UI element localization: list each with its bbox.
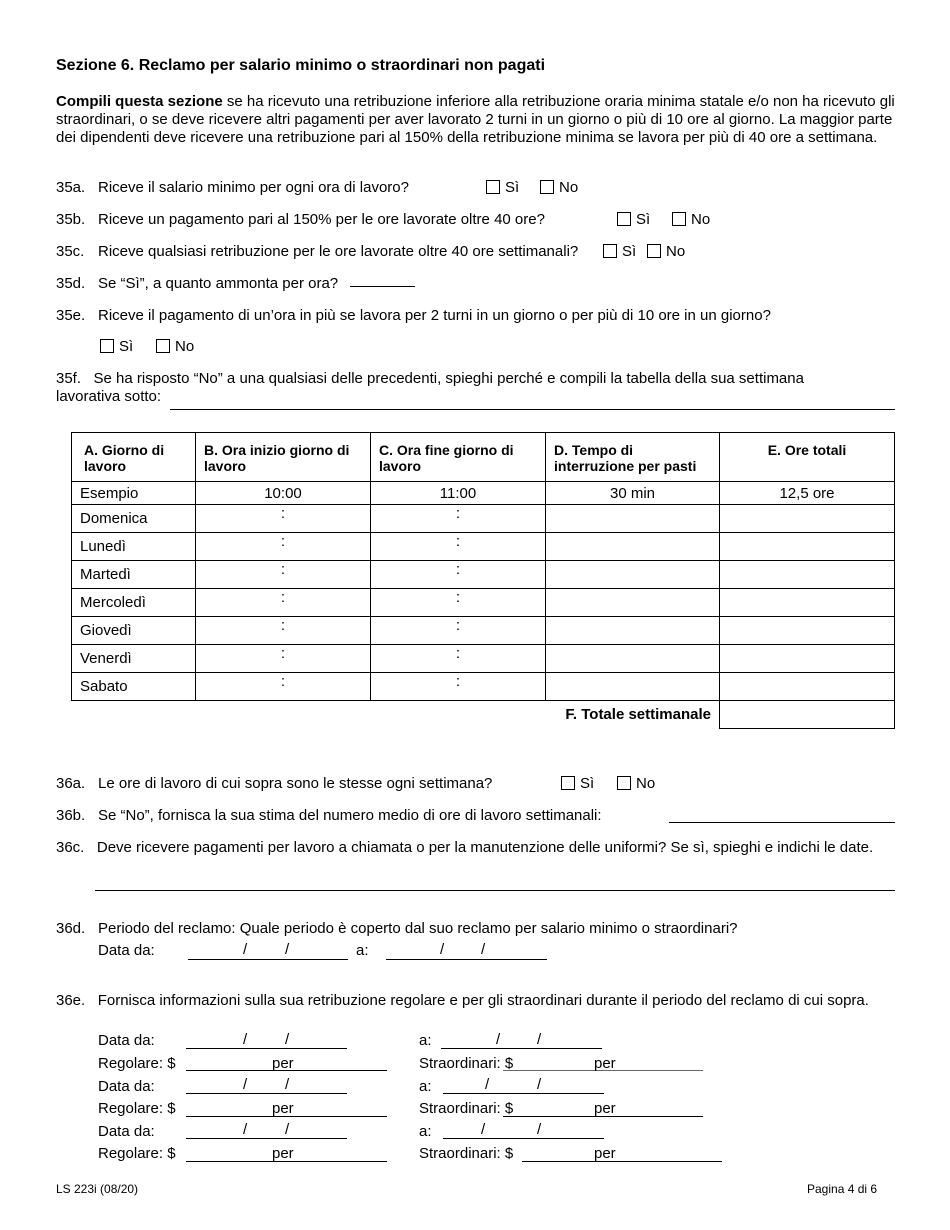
q35d-number: 35d. xyxy=(56,275,86,292)
q36a-text: Le ore di lavoro di cui sopra sono le stesse ogni settimana? xyxy=(98,775,493,792)
example-break: 30 min xyxy=(546,482,720,505)
break-cell[interactable] xyxy=(546,645,720,673)
date-sep: / xyxy=(481,941,486,958)
day-label: Martedì xyxy=(72,561,196,589)
pay-from-line[interactable] xyxy=(186,1048,347,1049)
date-sep: / xyxy=(243,941,248,958)
checkbox-icon[interactable] xyxy=(672,212,686,226)
q36a-no[interactable]: No xyxy=(617,775,655,792)
q36d-text: Periodo del reclamo: Quale periodo è coperto dal suo reclamo per salario minimo o straordinari? xyxy=(98,920,738,937)
page-number: Pagina 4 di 6 xyxy=(807,1182,878,1196)
weekly-total-row xyxy=(72,701,895,729)
overtime-label: Straordinari: $ xyxy=(419,1100,514,1117)
start-cell[interactable]: : xyxy=(196,505,371,533)
total-cell[interactable] xyxy=(720,589,895,617)
day-label: Mercoledì xyxy=(72,589,196,617)
work-week-table xyxy=(71,432,895,729)
pay-from-line[interactable] xyxy=(186,1138,347,1139)
total-cell[interactable] xyxy=(720,673,895,701)
day-label: Giovedì xyxy=(72,617,196,645)
intro-paragraph xyxy=(56,93,906,147)
q36b-text: Se “No”, fornisca la sua stima del numero medio di ore di lavoro settimanali: xyxy=(98,807,602,824)
header-start: B. Ora inizio giorno di lavoro xyxy=(196,433,371,482)
weekly-total-label: F. Totale settimanale xyxy=(565,706,711,724)
checkbox-icon[interactable] xyxy=(486,180,500,194)
total-cell[interactable] xyxy=(720,617,895,645)
table-row xyxy=(72,533,895,561)
table-row xyxy=(72,505,895,533)
header-day: A. Giorno di lavoro xyxy=(72,433,196,482)
q36d-from-line[interactable] xyxy=(188,959,348,960)
weekly-total-cell[interactable] xyxy=(720,701,895,729)
end-cell[interactable]: : xyxy=(371,617,546,645)
example-row xyxy=(72,482,895,505)
example-start: 10:00 xyxy=(196,482,371,505)
pay-to-label: a: xyxy=(419,1078,432,1095)
date-sep: / xyxy=(243,1121,248,1138)
total-cell[interactable] xyxy=(720,505,895,533)
q35e-yes[interactable]: Sì xyxy=(100,338,133,355)
break-cell[interactable] xyxy=(546,617,720,645)
day-label: Domenica xyxy=(72,505,196,533)
pay-to-line[interactable] xyxy=(443,1093,604,1094)
q35b-text: Riceve un pagamento pari al 150% per le ore lavorate oltre 40 ore? xyxy=(98,211,545,228)
date-sep: / xyxy=(496,1031,501,1048)
header-end: C. Ora fine giorno di lavoro xyxy=(371,433,546,482)
q35f: 35f. Se ha risposto “No” a una qualsiasi delle precedenti, spieghi perché e compili la tabella della sua settimana lavorativa sotto: xyxy=(56,370,804,405)
q36d-from-label: Data da: xyxy=(98,942,155,959)
q35a-no[interactable]: No xyxy=(540,179,578,196)
end-cell[interactable]: : xyxy=(371,673,546,701)
q36d-to-label: a: xyxy=(356,942,369,959)
date-sep: / xyxy=(285,1031,290,1048)
q35e-text: Riceve il pagamento di un’ora in più se lavora per 2 turni in un giorno o per più di 10 ore in un giorno? xyxy=(98,307,771,324)
table-row xyxy=(72,617,895,645)
break-cell[interactable] xyxy=(546,533,720,561)
q36c: 36c. Deve ricevere pagamenti per lavoro a chiamata o per la manutenzione delle uniformi? Se sì, spieghi e indichi le date. xyxy=(56,839,874,856)
start-cell[interactable]: : xyxy=(196,533,371,561)
q35a-text: Riceve il salario minimo per ogni ora di lavoro? xyxy=(98,179,409,196)
start-cell[interactable]: : xyxy=(196,589,371,617)
pay-from-label: Data da: xyxy=(98,1032,155,1049)
q35d-text: Se “Sì”, a quanto ammonta per ora? xyxy=(98,275,339,292)
day-label: Sabato xyxy=(72,673,196,701)
checkbox-icon[interactable] xyxy=(647,244,661,258)
pay-to-line[interactable] xyxy=(441,1048,602,1049)
end-cell[interactable]: : xyxy=(371,645,546,673)
date-sep: / xyxy=(537,1076,542,1093)
q35f-answer-line[interactable] xyxy=(170,409,895,410)
example-total: 12,5 ore xyxy=(720,482,895,505)
q36c-answer-line[interactable] xyxy=(95,890,895,891)
q35b-number: 35b. xyxy=(56,211,86,228)
q35d-answer-line[interactable] xyxy=(350,286,415,287)
pay-from-label: Data da: xyxy=(98,1078,155,1095)
overtime-per: per xyxy=(594,1100,616,1117)
break-cell[interactable] xyxy=(546,589,720,617)
total-cell[interactable] xyxy=(720,561,895,589)
end-cell[interactable]: : xyxy=(371,589,546,617)
q35e-number: 35e. xyxy=(56,307,86,324)
end-cell[interactable]: : xyxy=(371,561,546,589)
pay-to-label: a: xyxy=(419,1032,432,1049)
q36a-yes[interactable]: Sì xyxy=(561,775,594,792)
regular-label: Regolare: $ xyxy=(98,1055,176,1072)
date-sep: / xyxy=(243,1076,248,1093)
q35c-text: Riceve qualsiasi retribuzione per le ore lavorate oltre 40 ore settimanali? xyxy=(98,243,579,260)
overtime-per: per xyxy=(594,1145,616,1162)
overtime-per: per xyxy=(594,1055,616,1072)
total-cell[interactable] xyxy=(720,645,895,673)
break-cell[interactable] xyxy=(546,505,720,533)
day-label: Venerdì xyxy=(72,645,196,673)
table-row xyxy=(72,645,895,673)
header-break: D. Tempo di interruzione per pasti xyxy=(546,433,720,482)
pay-from-label: Data da: xyxy=(98,1123,155,1140)
q36e: 36e. Fornisca informazioni sulla sua retribuzione regolare e per gli straordinari durante il periodo del reclamo di cui sopra. xyxy=(56,992,869,1009)
q36d-to-line[interactable] xyxy=(386,959,547,960)
example-end: 11:00 xyxy=(371,482,546,505)
checkbox-icon[interactable] xyxy=(100,339,114,353)
pay-to-line[interactable] xyxy=(443,1138,604,1139)
date-sep: / xyxy=(481,1121,486,1138)
date-sep: / xyxy=(285,1121,290,1138)
start-cell[interactable]: : xyxy=(196,561,371,589)
regular-per: per xyxy=(272,1145,294,1162)
table-row xyxy=(72,589,895,617)
intro-bold: Compili questa sezione xyxy=(56,93,223,110)
q35a-number: 35a. xyxy=(56,179,86,196)
table-header-row xyxy=(72,433,895,482)
table-row xyxy=(72,673,895,701)
regular-per: per xyxy=(272,1055,294,1072)
regular-label: Regolare: $ xyxy=(98,1145,176,1162)
overtime-line[interactable] xyxy=(522,1161,722,1162)
q35c-no[interactable]: No xyxy=(647,243,685,260)
q35b-yes[interactable]: Sì xyxy=(617,211,650,228)
start-cell[interactable]: : xyxy=(196,673,371,701)
overtime-label: Straordinari: $ xyxy=(419,1055,514,1072)
section-title: Sezione 6. Reclamo per salario minimo o straordinari non pagati xyxy=(56,57,546,74)
date-sep: / xyxy=(440,941,445,958)
total-cell[interactable] xyxy=(720,533,895,561)
q36a-number: 36a. xyxy=(56,775,86,792)
checkbox-icon[interactable] xyxy=(156,339,170,353)
intro-text: se ha ricevuto una retribuzione inferiore alla retribuzione oraria minima statale e/o non ha ricevuto gli straordinari, o se deve ricevere altri pagamenti per aver lavorato 2 turni in un giorno o più di 10 ore al giorno. La maggior parte dei dipendenti deve ricevere una retribuzione pari al 150% della retribuzione minima se lavora per più di 40 ore a settimana. xyxy=(56,93,895,146)
q36b-number: 36b. xyxy=(56,807,86,824)
end-cell[interactable]: : xyxy=(371,505,546,533)
date-sep: / xyxy=(285,1076,290,1093)
q35c-yes[interactable]: Sì xyxy=(603,243,636,260)
date-sep: / xyxy=(537,1031,542,1048)
break-cell[interactable] xyxy=(546,561,720,589)
start-cell[interactable]: : xyxy=(196,617,371,645)
header-total: E. Ore totali xyxy=(720,433,895,482)
checkbox-icon[interactable] xyxy=(617,776,631,790)
pay-from-line[interactable] xyxy=(186,1093,347,1094)
date-sep: / xyxy=(485,1076,490,1093)
start-cell[interactable]: : xyxy=(196,645,371,673)
table-row xyxy=(72,561,895,589)
date-sep: / xyxy=(243,1031,248,1048)
regular-label: Regolare: $ xyxy=(98,1100,176,1117)
break-cell[interactable] xyxy=(546,673,720,701)
pay-to-label: a: xyxy=(419,1123,432,1140)
date-sep: / xyxy=(537,1121,542,1138)
q35e-no[interactable]: No xyxy=(156,338,194,355)
q35a-yes[interactable]: Sì xyxy=(486,179,519,196)
regular-per: per xyxy=(272,1100,294,1117)
end-cell[interactable]: : xyxy=(371,533,546,561)
overtime-label: Straordinari: $ xyxy=(419,1145,514,1162)
checkbox-icon[interactable] xyxy=(561,776,575,790)
example-day: Esempio xyxy=(72,482,196,505)
checkbox-icon[interactable] xyxy=(540,180,554,194)
checkbox-icon[interactable] xyxy=(603,244,617,258)
form-code: LS 223i (08/20) xyxy=(56,1182,139,1196)
q35c-number: 35c. xyxy=(56,243,85,260)
q35b-no[interactable]: No xyxy=(672,211,710,228)
checkbox-icon[interactable] xyxy=(617,212,631,226)
q36b-answer-line[interactable] xyxy=(669,822,895,823)
day-label: Lunedì xyxy=(72,533,196,561)
q36d-number: 36d. xyxy=(56,920,86,937)
date-sep: / xyxy=(285,941,290,958)
